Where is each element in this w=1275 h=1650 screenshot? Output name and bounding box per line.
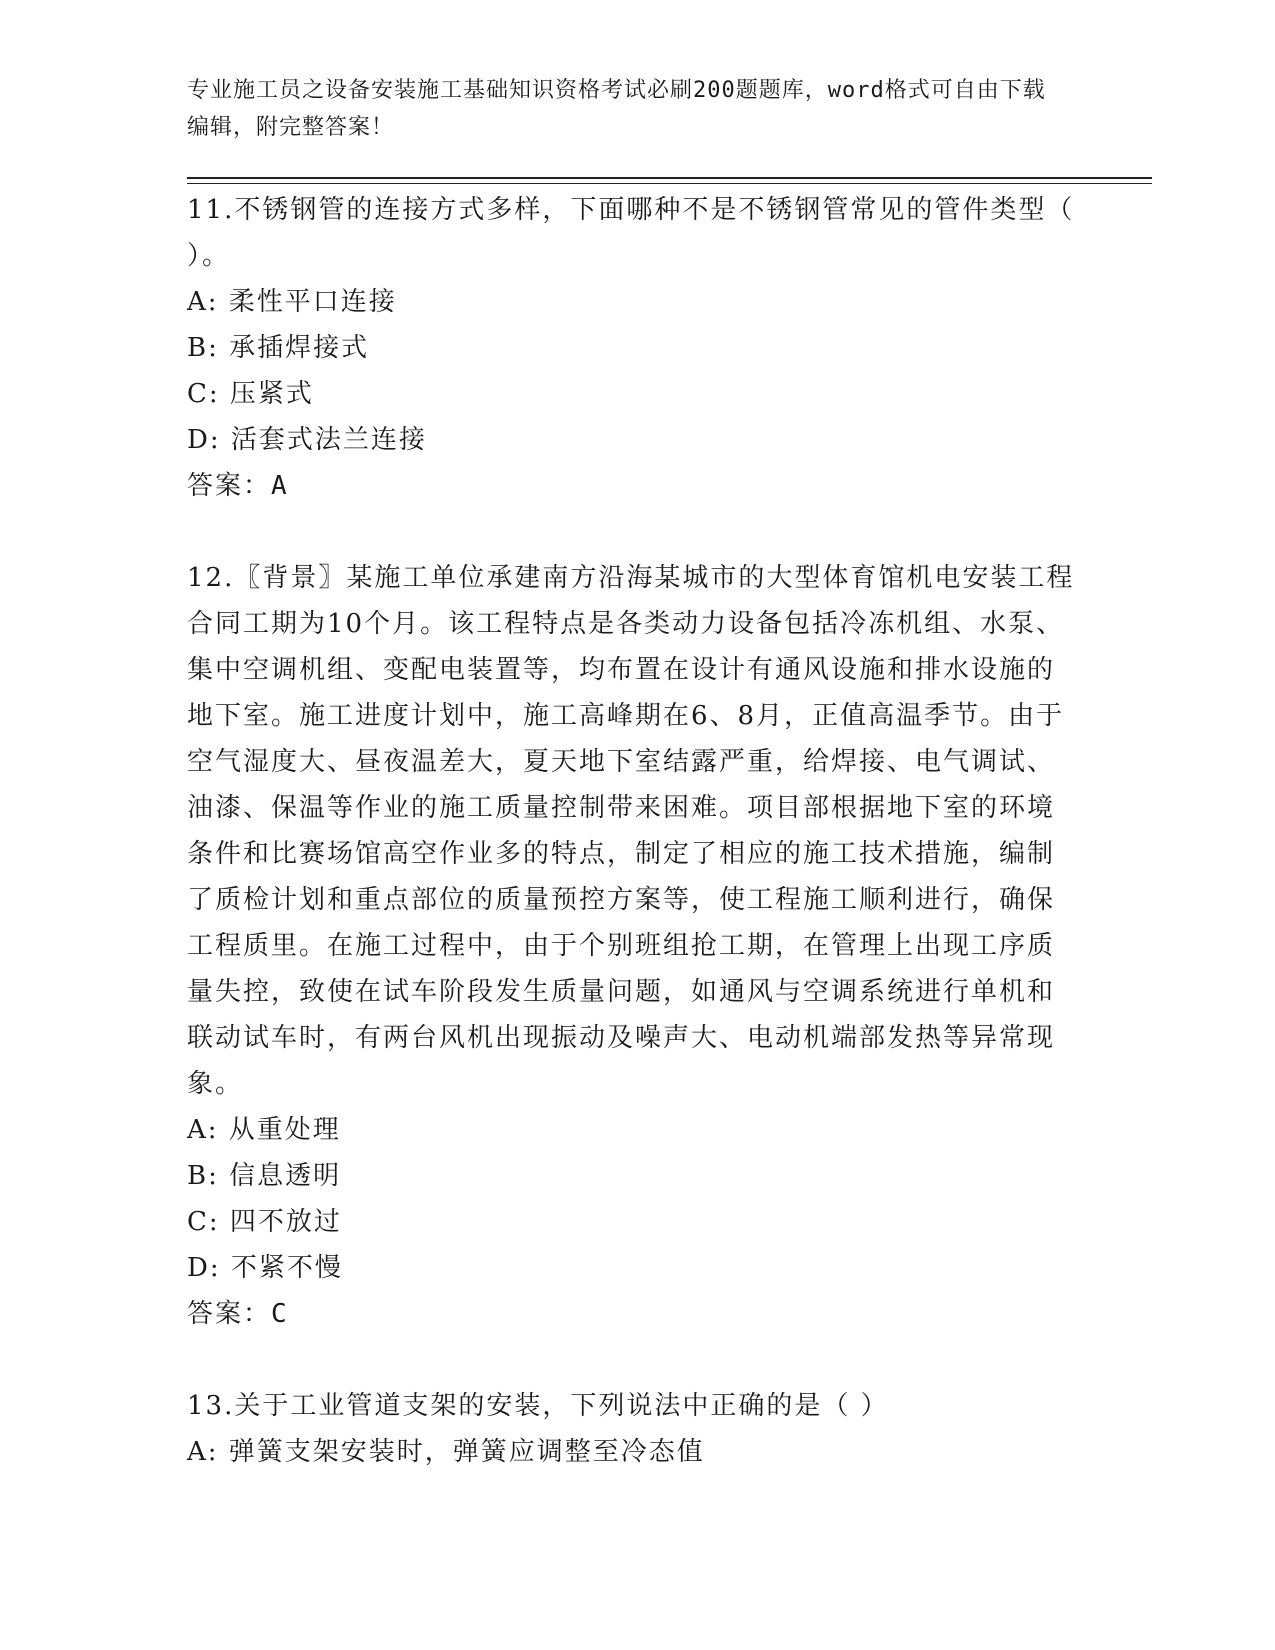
document-header: 专业施工员之设备安装施工基础知识资格考试必刷200题题库，word格式可自由下载编辑，附完整答案！ bbox=[187, 78, 1046, 140]
option-a: A: 弹簧支架安装时，弹簧应调整至冷态值 bbox=[187, 1437, 705, 1467]
question-11 bbox=[187, 187, 1082, 509]
answer: 答案：A bbox=[187, 471, 289, 501]
question-13 bbox=[187, 1383, 1082, 1475]
option-b: B: 承插焊接式 bbox=[187, 333, 370, 363]
question-stem: 12.〖背景〗某施工单位承建南方沿海某城市的大型体育馆机电安装工程合同工期为10个月。该工程特点是各类动力设备包括冷冻机组、水泵、集中空调机组、变配电装置等，均布置在设计有通风设施和排水设施的地下室。施工进度计划中，施工高峰期在6、8月，正值高温季节。由于空气湿度大、昼夜温差大，夏天地下室结露严重，给焊接、电气调试、油漆、保温等作业的施工质量控制带来困难。项目部根据地下室的环境条件和比赛场馆高空作业多的特点，制定了相应的施工技术措施，编制了质检计划和重点部位的质量预控方案等，使工程施工顺利进行，确保工程质里。在施工过程中，由于个别班组抢工期，在管理上出现工序质量失控，致使在试车阶段发生质量问题，如通风与空调系统进行单机和联动试车时，有两台风机出现振动及噪声大、电动机端部发热等异常现象。 bbox=[187, 563, 1075, 1099]
option-d: D: 不紧不慢 bbox=[187, 1253, 343, 1283]
question-12 bbox=[187, 555, 1082, 1337]
header-divider-thin bbox=[187, 183, 1152, 184]
option-a: A: 从重处理 bbox=[187, 1115, 341, 1145]
option-b: B: 信息透明 bbox=[187, 1161, 342, 1191]
option-c: C: 压紧式 bbox=[187, 379, 314, 409]
option-d: D: 活套式法兰连接 bbox=[187, 425, 427, 455]
question-stem: 13.关于工业管道支架的安装，下列说法中正确的是（ ） bbox=[187, 1391, 889, 1421]
option-a: A: 柔性平口连接 bbox=[187, 287, 397, 317]
header-divider bbox=[187, 177, 1152, 179]
question-list bbox=[187, 187, 1082, 1475]
answer: 答案：C bbox=[187, 1299, 289, 1329]
question-stem: 11.不锈钢管的连接方式多样，下面哪种不是不锈钢管常见的管件类型（ ）。 bbox=[187, 195, 1075, 271]
option-c: C: 四不放过 bbox=[187, 1207, 342, 1237]
